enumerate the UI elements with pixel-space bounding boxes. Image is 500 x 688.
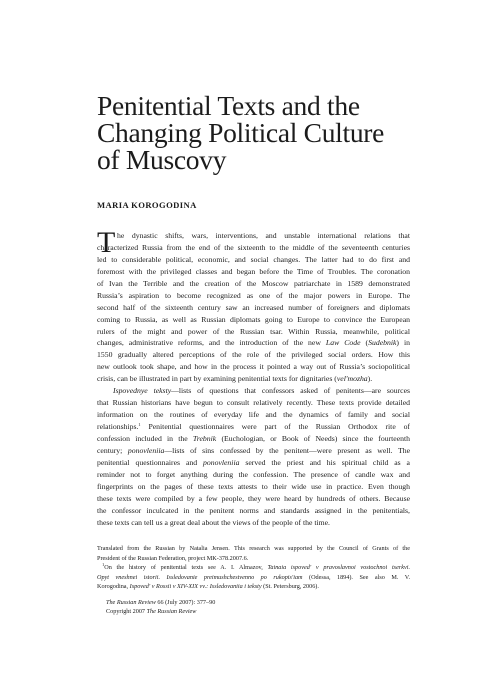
text-line: he dynastic shifts, wars, interventions, and unstable international relations that bbox=[117, 231, 410, 240]
text-line bbox=[97, 445, 410, 457]
footnote-marker[interactable]: 1 bbox=[138, 422, 141, 427]
text-run: (Euchologian, or Book of Needs) since the fourteenth bbox=[216, 433, 410, 443]
text-run: century; bbox=[97, 445, 128, 455]
text-run: Penitential questionnaires were part of the Russian Orthodox rite of bbox=[140, 422, 410, 431]
text-run: (St. Petersburg, 2006). bbox=[261, 583, 319, 590]
footnote-line bbox=[97, 573, 410, 583]
italic-term: Law Code bbox=[325, 338, 361, 348]
text-run: ) in bbox=[396, 338, 410, 348]
text-line: Russia’s aspiration to become recognized as one of the major powers in Europe. The bbox=[97, 290, 410, 300]
text-line: that Russian historians have begun to consult relatively recently. These texts provide detailed bbox=[97, 398, 410, 408]
text-run: (Odessa, 1894). See also M. V. bbox=[302, 573, 410, 581]
journal-citation bbox=[106, 598, 215, 617]
article-title bbox=[97, 92, 437, 173]
text-run: relationships. bbox=[97, 422, 139, 431]
italic-term: Ispovednye teksty bbox=[113, 386, 172, 396]
text-line: rulers of the might and power of the Russian tsar. Within Russia, meanwhile, political bbox=[97, 326, 410, 336]
text-run: Korogodina, bbox=[97, 583, 130, 590]
text-line bbox=[97, 385, 410, 397]
italic-title: Opyt vneshnei istorii. Issledovanie preimushchestvenno po rukopis'iam bbox=[97, 573, 303, 581]
text-line: second half of the sixteenth century saw an increased number of foreigners and diplomats bbox=[97, 302, 410, 312]
italic-term: ponovleniia bbox=[203, 457, 240, 467]
text-line: new outlook took shape, and how in the process it pointed a way out of Russia’s sociopolitical bbox=[97, 362, 410, 372]
italic-term: ponovleniia bbox=[127, 445, 165, 455]
text-line bbox=[97, 433, 410, 445]
title-line: Changing Political Culture bbox=[97, 117, 385, 148]
footnote-line: President of the Russian Federation, project MK-378.2007.6. bbox=[97, 554, 249, 562]
text-line: characterized Russia from the end of the sixteenth to the middle of the seventeenth centuries bbox=[97, 242, 410, 252]
footnote-line bbox=[97, 563, 410, 573]
text-line: these texts were compiled by a few people, they were heard by hundreds of others. Because bbox=[97, 493, 410, 503]
text-run: penitential questionnaires and bbox=[97, 457, 203, 467]
text-line: reminder not to forget anything during the confession. The presence of candle wax and bbox=[97, 469, 410, 479]
text-run: served the priest and his spiritual child as a bbox=[239, 457, 410, 467]
journal-name: The Russian Review bbox=[146, 608, 197, 616]
text-run: Copyright 2007 bbox=[106, 608, 147, 616]
footnote-line bbox=[97, 582, 410, 592]
text-run: changes, administrative reforms, and the introduction of the new bbox=[97, 338, 326, 348]
text-line: these texts can tell us a great deal about the views of the people of the time. bbox=[97, 517, 330, 527]
text-line: the confessor inculcated in the penitent norms and standards assigned in the penitentials, bbox=[97, 505, 410, 515]
text-run: crisis, can be illustrated in part by examining penitential texts for dignitaries ( bbox=[97, 374, 337, 384]
text-run: —lists of questions that confessors asked of penitents—are sources bbox=[171, 386, 410, 396]
text-line: of Ivan the Terrible and the creation of the Moscow patriarchate in 1589 demonstrated bbox=[97, 278, 410, 288]
journal-issue bbox=[106, 598, 215, 607]
italic-title: Tainaia ispoved' v pravoslavnoi vostochnoi tserkvi. bbox=[267, 564, 410, 571]
paragraph-2 bbox=[97, 385, 410, 528]
author-name: MARIA KOROGODINA bbox=[97, 200, 197, 210]
title-line: of Muscovy bbox=[97, 144, 227, 175]
footnote-line: Translated from the Russian by Natalia Jensen. This research was supported by the Council of Grants of the bbox=[97, 545, 410, 552]
copyright bbox=[106, 607, 215, 616]
italic-title: Ispoved' v Rossii v XIV-XIX vv.: Issledovaniia i teksty bbox=[129, 583, 262, 590]
text-line bbox=[97, 421, 410, 433]
text-run: ). bbox=[367, 374, 373, 384]
italic-term: vel'mozha bbox=[336, 374, 368, 384]
text-run: confession included in the bbox=[97, 433, 193, 443]
title-line: Penitential Texts and the bbox=[97, 90, 360, 121]
text-line: led to considerable political, economic, and social changes. The latter had to do first and bbox=[97, 254, 410, 264]
text-run: —lists of sins confessed by the penitent—were present as well. The bbox=[164, 445, 410, 455]
text-line: coming to Russia, as well as Russian diplomats going to Europe to convince the European bbox=[97, 314, 410, 324]
text-run: On the history of penitential texts see A. I. Almazov, bbox=[104, 564, 268, 571]
text-line: 1550 gradually altered perceptions of the role of the privileged social orders. How this bbox=[97, 350, 410, 360]
italic-term: Sudebnik bbox=[368, 338, 397, 348]
journal-name: The Russian Review bbox=[106, 599, 156, 606]
text-line: fingerprints on the pages of these texts attests to their wide use in practice. Even though bbox=[97, 481, 410, 491]
italic-term: Trebnik bbox=[192, 433, 217, 443]
paragraph-1 bbox=[97, 226, 410, 385]
text-line: information on the routines of everyday life and the dynamics of family and social bbox=[97, 410, 410, 420]
text-line bbox=[97, 373, 410, 385]
text-line bbox=[97, 457, 410, 469]
footnotes bbox=[97, 544, 410, 592]
text-run: 66 (July 2007): 377–90 bbox=[155, 599, 216, 606]
text-line: changes, administrative reforms, and the introduction of the new Law Code (Sudebnik) in bbox=[97, 338, 410, 348]
drop-cap: T bbox=[97, 226, 116, 259]
text-line: foremost with the privileged classes and began before the Time of Troubles. The coronation bbox=[97, 266, 410, 276]
article-body bbox=[97, 226, 410, 528]
footnote-number: 1 bbox=[102, 563, 105, 567]
